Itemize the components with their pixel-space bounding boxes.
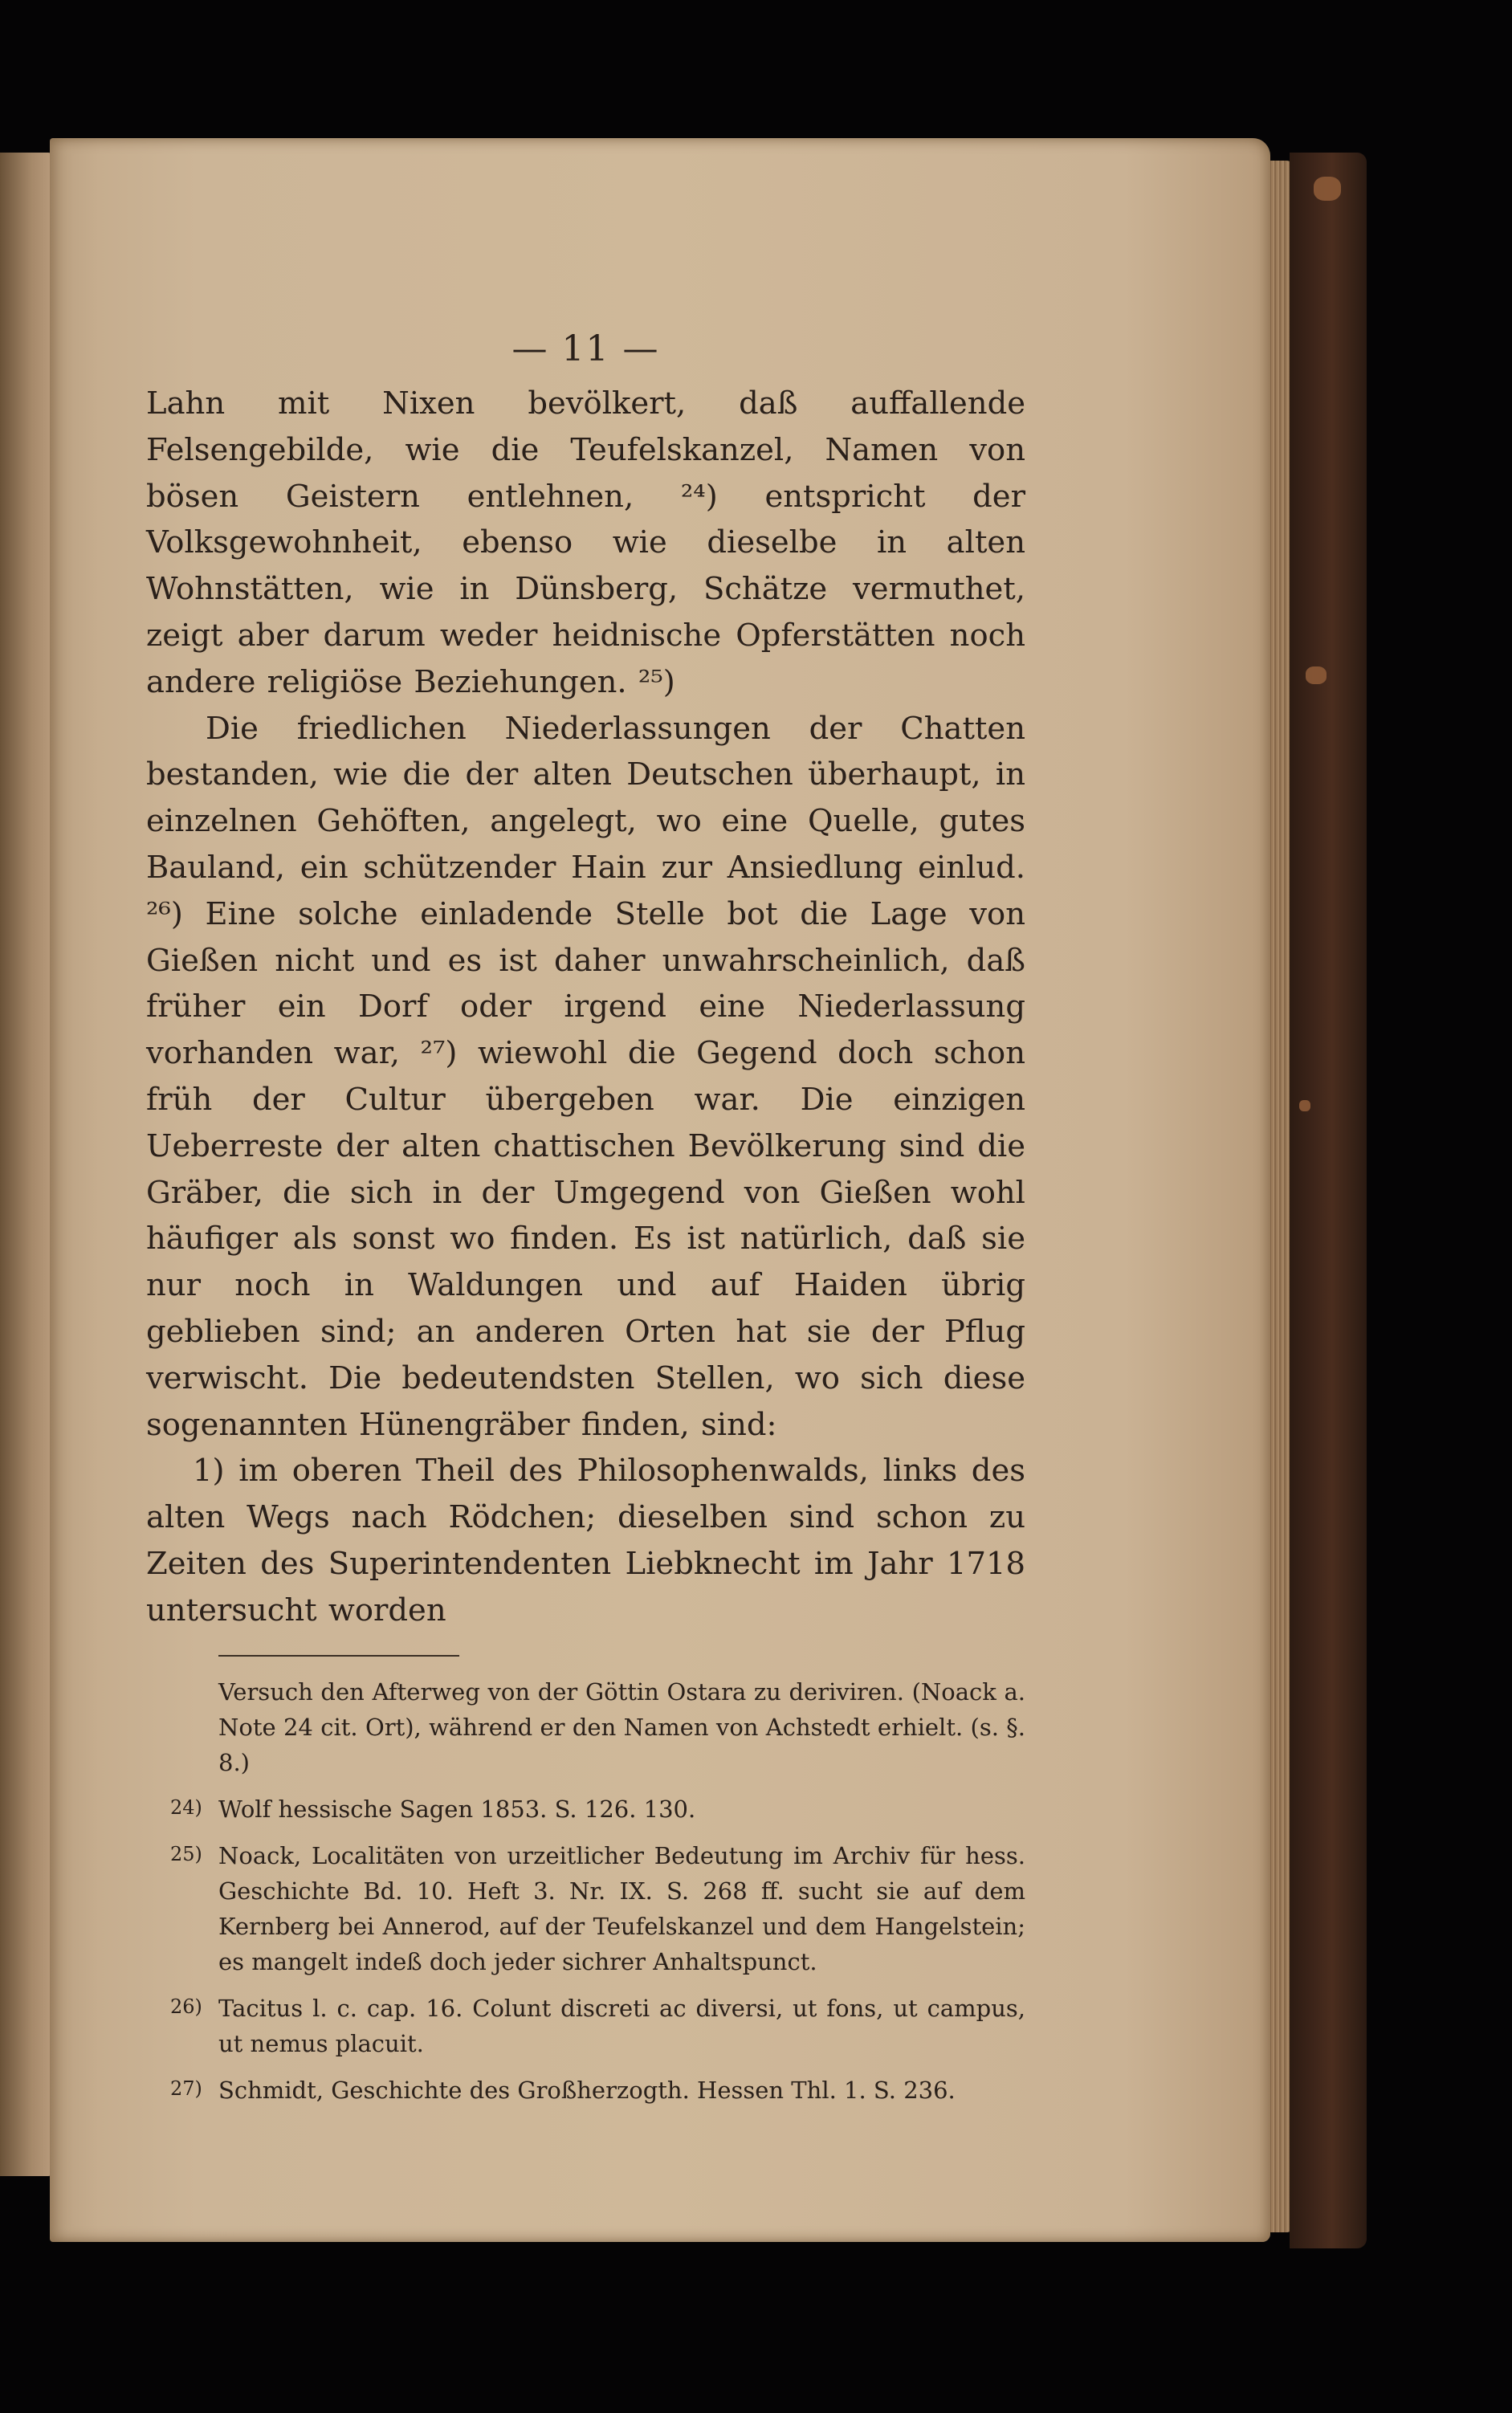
book-cover-edge: [1290, 153, 1367, 2248]
footnote-marker: 24): [170, 1795, 202, 1819]
footnote-26: [170, 1991, 1025, 2061]
footnote-27: [170, 2073, 1025, 2108]
cover-wear-spot: [1299, 1100, 1310, 1111]
footnote-text: Versuch den Afterweg von der Göttin Ostara zu deriviren. (Noack a. Note 24 cit. Ort), während er den Namen von Achstedt erhielt. (s. §. 8.): [218, 1677, 1025, 1776]
footnote-text: Noack, Localitäten von urzeitlicher Bedeutung im Archiv für hess. Geschichte Bd. 10. Heft 3. Nr. IX. S. 268 ff. sucht sie auf dem Kernberg bei Annerod, auf der Teufelskanzel und dem Hangelstein; es mangelt indeß doch jeder sichrer Anhaltspunct.: [218, 1841, 1025, 1975]
paragraph: 1) im oberen Theil des Philosophenwalds, links des alten Wegs nach Rödchen; dieselben sind schon zu Zeiten des Superintendenten Liebknecht im Jahr 1718 untersucht worden: [146, 1453, 1025, 1628]
left-page-edge: [0, 153, 53, 2176]
cover-wear-spot: [1314, 177, 1341, 201]
cover-wear-spot: [1306, 666, 1327, 684]
paragraph: Lahn mit Nixen bevölkert, daß auffallende Felsengebilde, wie die Teufelskanzel, Namen von bösen Geistern entlehnen, ²⁴) entspricht der Volksgewohnheit, ebenso wie dieselbe in alten Wohnstätten, wie in Dünsberg, Schätze vermuthet, zeigt aber darum weder heidnische Opferstätten noch andere religiöse Beziehungen. ²⁵): [146, 385, 1025, 700]
footnote-25: [170, 1838, 1025, 1979]
footnote-text: Tacitus l. c. cap. 16. Colunt discreti ac diversi, ut fons, ut campus, ut nemus placuit.: [218, 1994, 1025, 2057]
body-text: [146, 381, 1025, 1634]
page-number: — 11 —: [511, 328, 660, 369]
footnotes: [170, 1674, 1025, 2108]
footnote-continuation: [170, 1674, 1025, 1780]
footnote-marker: 27): [170, 2077, 202, 2100]
footnote-text: Wolf hessische Sagen 1853. S. 126. 130.: [218, 1795, 696, 1823]
footnote-24: [170, 1791, 1025, 1827]
footnote-marker: 26): [170, 1995, 202, 2018]
page-text-block: [146, 321, 1025, 2119]
footnote-divider: [218, 1655, 459, 1657]
footnote-text: Schmidt, Geschichte des Großherzogth. Hessen Thl. 1. S. 236.: [218, 2076, 956, 2104]
paragraph: Die friedlichen Niederlassungen der Chatten bestanden, wie die der alten Deutschen überhaupt, in einzelnen Gehöften, angelegt, wo eine Quelle, gutes Bauland, ein schützender Hain zur Ansiedlung einlud. ²⁶) Eine solche einladende Stelle bot die Lage von Gießen nicht und es ist daher unwahrscheinlich, daß früher ein Dorf oder irgend eine Niederlassung vorhanden war, ²⁷) wiewohl die Gegend doch schon früh der Cultur übergeben war. Die einzigen Ueberreste der alten chattischen Bevölkerung sind die Gräber, die sich in der Umgegend von Gießen wohl häufiger als sonst wo finden. Es ist natürlich, daß sie nur noch in Waldungen und auf Haiden übrig geblieben sind; an anderen Orten hat sie der Pflug verwischt. Die bedeutendsten Stellen, wo sich diese sogenannten Hünengräber finden, sind:: [146, 710, 1025, 1443]
footnote-marker: 25): [170, 1842, 202, 1865]
